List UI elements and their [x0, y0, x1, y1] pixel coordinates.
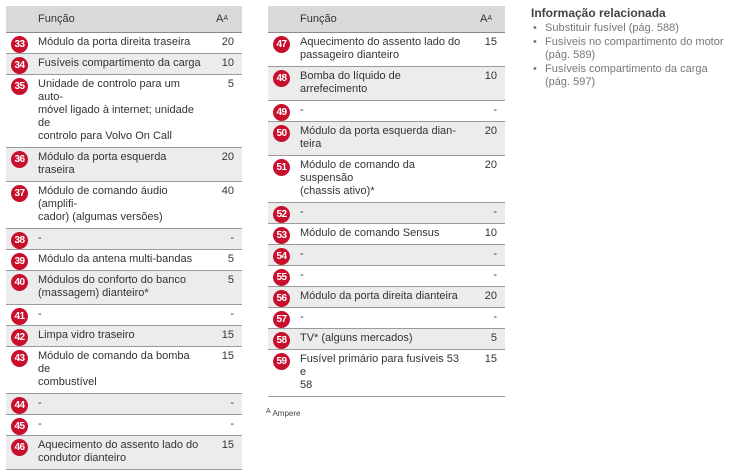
fuse-number-badge: 54: [273, 248, 290, 265]
fuse-number-badge: 39: [11, 253, 28, 270]
table-header-row: [6, 6, 242, 33]
fuse-number-badge: 45: [11, 418, 28, 435]
header-ampere: $A^A$: [210, 6, 242, 33]
fuse-number-cell: [6, 33, 32, 54]
fuse-ampere: 5: [210, 250, 242, 271]
fuse-row: [268, 67, 505, 101]
header-number: [268, 6, 294, 33]
fuse-row: [268, 224, 505, 245]
fuse-number-badge: 55: [273, 269, 290, 286]
fuse-number-cell: [6, 394, 32, 415]
fuse-function: -: [294, 203, 474, 224]
fuse-ampere: 20: [474, 122, 505, 156]
footnote-text: Ampere: [272, 409, 301, 418]
fuse-ampere: 5: [210, 271, 242, 305]
fuse-function: Módulo da porta direita traseira: [32, 33, 210, 54]
fuse-number-cell: [268, 329, 294, 350]
fuse-number-badge: 57: [273, 311, 290, 328]
fuse-number-cell: [6, 305, 32, 326]
fuse-number-cell: [268, 245, 294, 266]
related-link[interactable]: • Fusíveis no compartimento do motor (pág. 589): [531, 36, 736, 62]
fuse-function: -: [32, 229, 210, 250]
fuse-number-badge: 46: [11, 439, 28, 456]
fuse-ampere: 20: [474, 287, 505, 308]
fuse-number-cell: [6, 54, 32, 75]
header-function: Função: [294, 6, 474, 33]
fuse-number-badge: 48: [273, 70, 290, 87]
fuse-number-cell: [268, 287, 294, 308]
fuse-row: [6, 305, 242, 326]
header-number: [6, 6, 32, 33]
fuse-number-badge: 34: [11, 57, 28, 74]
fuse-ampere: 15: [474, 350, 505, 397]
fuse-ampere: 20: [210, 33, 242, 54]
fuse-number-cell: [268, 122, 294, 156]
fuse-number-badge: 51: [273, 159, 290, 176]
fuse-number-badge: 40: [11, 274, 28, 291]
fuse-function: Módulo de comando da bomba de combustível: [32, 347, 210, 394]
fuse-ampere: -: [474, 308, 505, 329]
fuse-number-badge: 36: [11, 151, 28, 168]
fuse-number-badge: 44: [11, 397, 28, 414]
fuse-function: -: [294, 266, 474, 287]
fuse-ampere: -: [210, 229, 242, 250]
fuse-function: Aquecimento do assento lado do passageiro dianteiro: [294, 33, 474, 67]
fuse-ampere: -: [210, 394, 242, 415]
fuse-ampere: 5: [210, 75, 242, 148]
header-function: Função: [32, 6, 210, 33]
fuse-function: -: [32, 305, 210, 326]
fuse-number-badge: 41: [11, 308, 28, 325]
fuse-number-badge: 56: [273, 290, 290, 307]
fuse-number-cell: [6, 250, 32, 271]
fuse-row: [268, 287, 505, 308]
fuse-number-cell: [268, 224, 294, 245]
fuse-row: [268, 122, 505, 156]
related-information: [531, 6, 736, 90]
header-ampere: $A^A$: [474, 6, 505, 33]
related-title: Informação relacionada: [531, 6, 666, 20]
fuse-number-cell: [6, 436, 32, 470]
fuse-ampere: 15: [474, 33, 505, 67]
fuse-number-cell: [268, 101, 294, 122]
fuse-row: [6, 250, 242, 271]
fuse-number-badge: 53: [273, 227, 290, 244]
fuse-number-cell: [268, 67, 294, 101]
fuse-ampere: -: [474, 101, 505, 122]
fuse-number-badge: 35: [11, 78, 28, 95]
fuse-number-badge: 52: [273, 206, 290, 223]
fuse-number-cell: [268, 266, 294, 287]
fuse-number-cell: [6, 271, 32, 305]
fuse-function: Aquecimento do assento lado do condutor dianteiro: [32, 436, 210, 470]
fuse-ampere: 10: [210, 54, 242, 75]
fuse-function: Limpa vidro traseiro: [32, 326, 210, 347]
fuse-function: -: [32, 394, 210, 415]
fuse-row: [6, 182, 242, 229]
fuse-ampere: 20: [474, 156, 505, 203]
fuse-ampere: 5: [474, 329, 505, 350]
fuse-function: Módulo de comando da suspensão (chassis ativo)*: [294, 156, 474, 203]
fuse-table-left: [6, 6, 242, 470]
fuse-ampere: -: [474, 266, 505, 287]
fuse-row: [268, 266, 505, 287]
fuse-number-cell: [6, 75, 32, 148]
fuse-number-badge: 49: [273, 104, 290, 121]
fuse-ampere: 10: [474, 224, 505, 245]
fuse-function: Unidade de controlo para um auto- móvel ligado à internet; unidade de controlo para Volvo On Call: [32, 75, 210, 148]
fuse-row: [268, 350, 505, 397]
fuse-row: [6, 33, 242, 54]
table-header-row: [268, 6, 505, 33]
fuse-number-badge: 58: [273, 332, 290, 349]
fuse-ampere: -: [474, 245, 505, 266]
fuse-row: [6, 148, 242, 182]
fuse-function: -: [294, 245, 474, 266]
fuse-ampere: 10: [474, 67, 505, 101]
fuse-row: [268, 33, 505, 67]
fuse-function: Módulo da porta esquerda traseira: [32, 148, 210, 182]
fuse-function: -: [294, 308, 474, 329]
fuse-number-badge: 43: [11, 350, 28, 367]
footnote: [266, 409, 300, 418]
fuse-row: [6, 75, 242, 148]
fuse-number-cell: [6, 182, 32, 229]
fuse-number-cell: [268, 203, 294, 224]
fuse-ampere: -: [210, 305, 242, 326]
fuse-function: Módulo de comando áudio (amplifi- cador) (algumas versões): [32, 182, 210, 229]
fuse-number-badge: 42: [11, 329, 28, 346]
related-links: [531, 22, 736, 89]
fuse-function: -: [294, 101, 474, 122]
fuse-number-cell: [6, 229, 32, 250]
fuse-ampere: 15: [210, 326, 242, 347]
fuse-function: Fusível primário para fusíveis 53 e 58: [294, 350, 474, 397]
fuse-function: -: [32, 415, 210, 436]
fuse-function: Módulo da antena multi-bandas: [32, 250, 210, 271]
fuse-number-cell: [268, 350, 294, 397]
fuse-row: [268, 329, 505, 350]
fuse-ampere: 15: [210, 347, 242, 394]
fuse-row: [6, 326, 242, 347]
fuse-function: Fusíveis compartimento da carga: [32, 54, 210, 75]
fuse-ampere: 40: [210, 182, 242, 229]
fuse-row: [6, 271, 242, 305]
fuse-row: [6, 347, 242, 394]
fuse-function: Módulos do conforto do banco (massagem) dianteiro*: [32, 271, 210, 305]
fuse-number-cell: [6, 148, 32, 182]
fuse-row: [6, 436, 242, 470]
fuse-number-cell: [6, 347, 32, 394]
fuse-number-cell: [268, 33, 294, 67]
fuse-number-badge: 33: [11, 36, 28, 53]
fuse-table-right: [268, 6, 505, 397]
fuse-row: [6, 54, 242, 75]
fuse-row: [268, 101, 505, 122]
fuse-number-cell: [268, 308, 294, 329]
fuse-function: Módulo da porta esquerda dian- teira: [294, 122, 474, 156]
footnote-mark: A: [266, 408, 271, 415]
fuse-function: Bomba do líquido de arrefecimento: [294, 67, 474, 101]
fuse-row: [6, 394, 242, 415]
fuse-row: [268, 203, 505, 224]
fuse-ampere: -: [474, 203, 505, 224]
fuse-number-cell: [6, 326, 32, 347]
fuse-ampere: 20: [210, 148, 242, 182]
fuse-ampere: -: [210, 415, 242, 436]
fuse-number-badge: 59: [273, 353, 290, 370]
fuse-function: Módulo da porta direita dianteira: [294, 287, 474, 308]
fuse-ampere: 15: [210, 436, 242, 470]
fuse-number-badge: 50: [273, 125, 290, 142]
fuse-row: [6, 415, 242, 436]
fuse-number-cell: [6, 415, 32, 436]
fuse-row: [268, 245, 505, 266]
fuse-number-badge: 37: [11, 185, 28, 202]
related-link[interactable]: • Fusíveis compartimento da carga (pág. 597): [531, 63, 736, 89]
fuse-row: [268, 156, 505, 203]
fuse-function: TV* (alguns mercados): [294, 329, 474, 350]
fuse-number-badge: 38: [11, 232, 28, 249]
fuse-function: Módulo de comando Sensus: [294, 224, 474, 245]
fuse-number-cell: [268, 156, 294, 203]
fuse-number-badge: 47: [273, 36, 290, 53]
fuse-row: [6, 229, 242, 250]
related-link[interactable]: • Substituir fusível (pág. 588): [531, 22, 736, 35]
fuse-row: [268, 308, 505, 329]
